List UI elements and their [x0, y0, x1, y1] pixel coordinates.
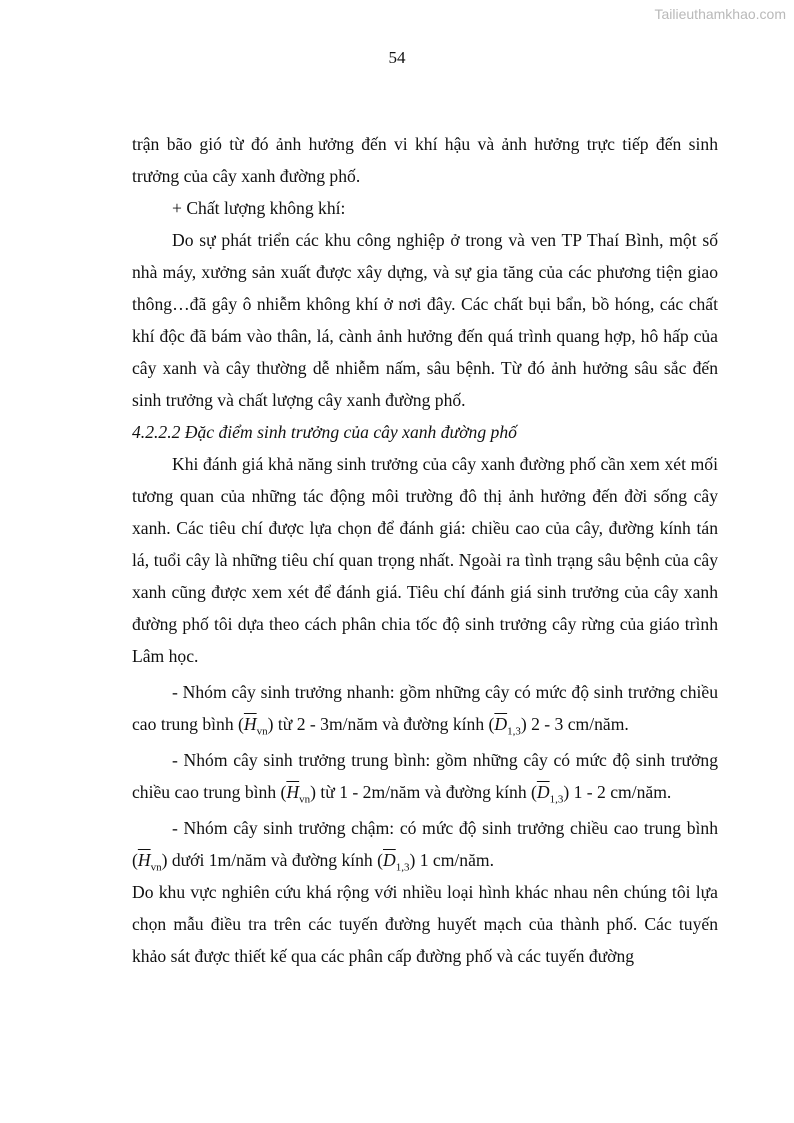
paragraph: Do khu vực nghiên cứu khá rộng với nhiều loại hình khác nhau nên chúng tôi lựa chọn mẫu điều tra trên các tuyến đường huyết mạch của thành phố. Các tuyến khảo sát được thiết kế qua các phân cấp đường phố và các tuyến đường: [132, 882, 718, 966]
paragraph: trận bão gió từ đó ảnh hưởng đến vi khí hậu và ảnh hưởng trực tiếp đến sinh trưởng của cây xanh đường phố.: [132, 134, 718, 186]
paragraph: Do sự phát triển các khu công nghiệp ở trong và ven TP Thaí Bình, một số nhà máy, xưởng sản xuất được xây dựng, và sự gia tăng của các phương tiện giao thông…đã gây ô nhiễm không khí ở nơi đây. Các chất bụi bẩn, bồ hóng, các chất khí độc đã bám vào thân, lá, cành ảnh hưởng đến quá trình quang hợp, hô hấp của cây xanh và cây thường dễ nhiễm nấm, sâu bệnh. Từ đó ảnh hưởng sâu sắc đến sinh trưởng và chất lượng cây xanh đường phố.: [132, 230, 718, 410]
watermark: Tailieuthamkhao.com: [654, 6, 786, 22]
paragraph: + Chất lượng không khí:: [172, 198, 346, 218]
list-item-medium-growth: - Nhóm cây sinh trưởng trung bình: gồm những cây có mức độ sinh trưởng chiều cao trung bình $(\overline{H}_{vn})$ từ 1 - 2m/năm và đường kính $(\overline{D}_{1,3})$ 1 - 2 cm/năm.: [132, 750, 718, 806]
list-item-slow-growth: - Nhóm cây sinh trưởng chậm: có mức độ sinh trưởng chiều cao trung bình $(\overline{H}_{vn})$ dưới 1m/năm và đường kính $(\overline{D}_{1,3})$ 1 cm/năm.: [132, 818, 718, 874]
page-number: 54: [388, 48, 406, 67]
list-item-fast-growth: - Nhóm cây sinh trưởng nhanh: gồm những cây có mức độ sinh trưởng chiều cao trung bình $(\overline{H}_{vn})$ từ 2 - 3m/năm và đường kính $(\overline{D}_{1,3})$ 2 - 3 cm/năm.: [132, 682, 718, 738]
paragraph: Khi đánh giá khả năng sinh trưởng của cây xanh đường phố cần xem xét mối tương quan của những tác động môi trường đô thị ảnh hưởng đến đời sống cây xanh. Các tiêu chí được lựa chọn để đánh giá: chiều cao của cây, đường kính tán lá, tuổi cây là những tiêu chí quan trọng nhất. Ngoài ra tình trạng sâu bệnh của cây xanh cũng được xem xét để đánh giá. Tiêu chí đánh giá sinh trưởng của cây xanh đường phố tôi dựa theo cách phân chia tốc độ sinh trưởng cây rừng của giáo trình Lâm học.: [132, 454, 718, 666]
section-heading: 4.2.2.2 Đặc điểm sinh trưởng của cây xanh đường phố: [132, 422, 517, 442]
document-body: [132, 128, 718, 972]
